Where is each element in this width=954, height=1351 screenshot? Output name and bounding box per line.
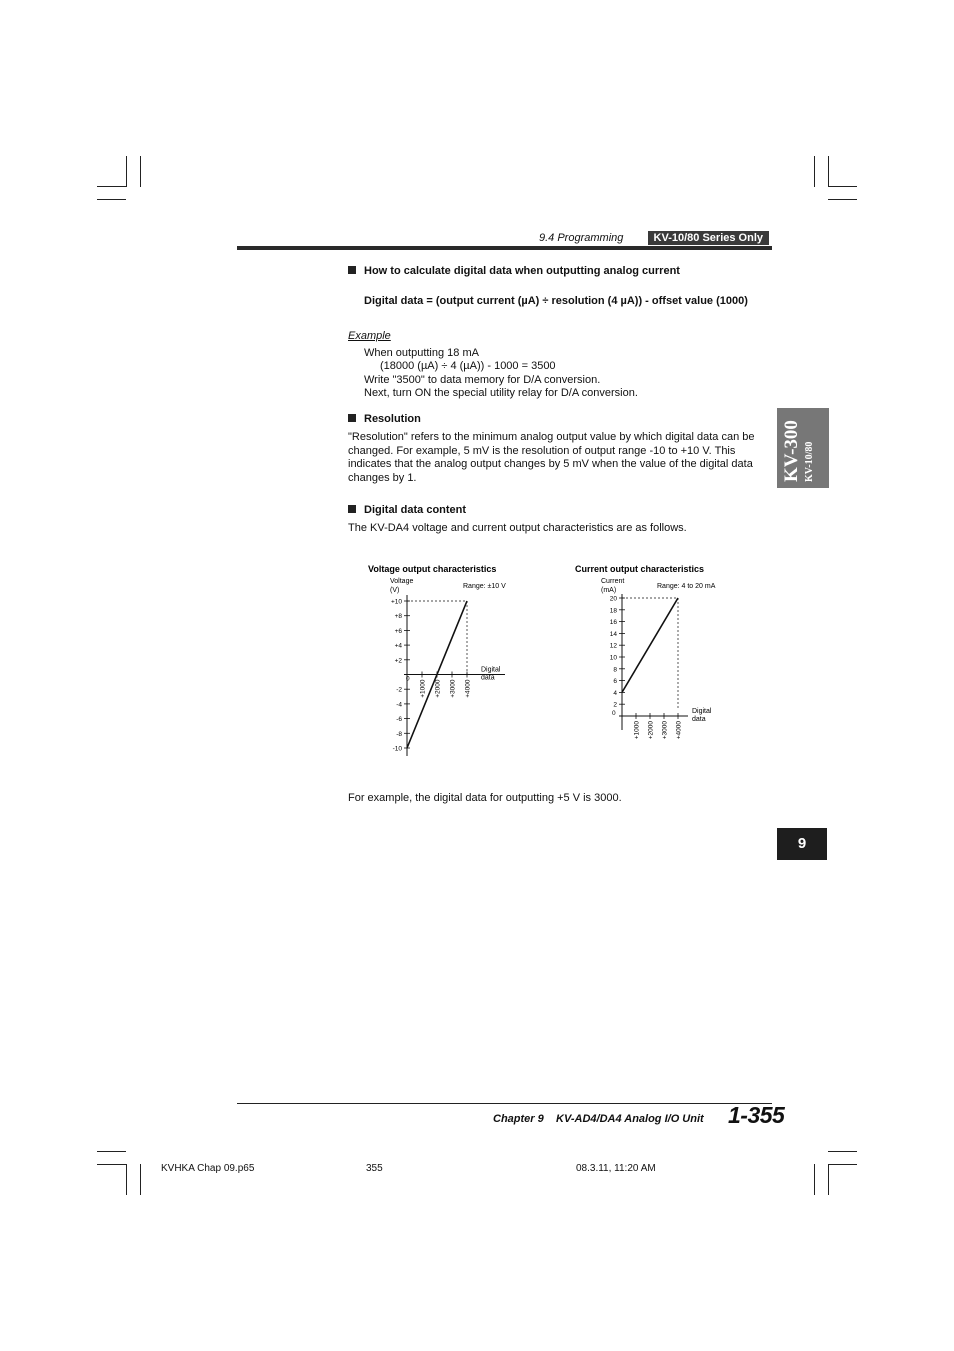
y-tick-label: +2 bbox=[394, 657, 402, 665]
y-tick-label: -6 bbox=[396, 716, 402, 724]
y-tick-label: 20 bbox=[609, 595, 617, 603]
example-label: Example bbox=[348, 330, 391, 342]
y-tick-label: 10 bbox=[609, 654, 617, 662]
x-tick-label: +1000 bbox=[419, 679, 427, 698]
footer-title: KV-AD4/DA4 Analog I/O Unit bbox=[556, 1113, 704, 1125]
resolution-line: changed. For example, 5 mV is the resolution of output range -10 to +10 V. This bbox=[348, 445, 736, 457]
resolution-heading: Resolution bbox=[348, 413, 421, 425]
y-tick-label: +8 bbox=[394, 613, 402, 621]
content-text: The KV-DA4 voltage and current output characteristics are as follows. bbox=[348, 522, 687, 534]
x-tick-label: +3000 bbox=[661, 721, 669, 740]
y-axis-label: Voltage bbox=[390, 578, 414, 585]
range-annotation: Range: 4 to 20 mA bbox=[657, 583, 716, 590]
side-tab-title: KV-300 bbox=[781, 420, 802, 482]
bullet-icon bbox=[348, 266, 356, 274]
y-tick-label: 12 bbox=[609, 642, 617, 650]
x-tick-label: +2000 bbox=[647, 721, 655, 740]
y-tick-label: 6 bbox=[613, 678, 617, 686]
formula: Digital data = (output current (µA) ÷ resolution (4 µA)) - offset value (1000) bbox=[364, 295, 748, 307]
y-tick-label: +6 bbox=[394, 627, 402, 635]
x-axis-label: Digital bbox=[692, 708, 712, 715]
resolution-line: changes by 1. bbox=[348, 472, 417, 484]
y-tick-label: 16 bbox=[609, 619, 617, 627]
series-line bbox=[622, 598, 678, 692]
side-tab-subtitle: KV-10/80 bbox=[804, 441, 815, 482]
bullet-icon bbox=[348, 414, 356, 422]
resolution-line: "Resolution" refers to the minimum analog output value by which digital data can be bbox=[348, 431, 755, 443]
y-tick-label: +4 bbox=[394, 642, 402, 650]
footer-chapter: Chapter 9 bbox=[493, 1113, 544, 1125]
origin-label: 0 bbox=[612, 710, 616, 717]
voltage-output-chart bbox=[355, 558, 545, 758]
content-heading: Digital data content bbox=[348, 504, 466, 516]
x-axis-label: data bbox=[692, 716, 706, 723]
y-tick-label: 18 bbox=[609, 607, 617, 615]
chapter-tab: 9 bbox=[777, 828, 827, 860]
calc-heading: How to calculate digital data when outputting analog current bbox=[348, 265, 680, 277]
header-rule bbox=[237, 246, 772, 250]
section-label: 9.4 Programming bbox=[539, 232, 624, 244]
y-axis-label: (mA) bbox=[601, 587, 617, 594]
y-tick-label: 2 bbox=[613, 701, 617, 709]
x-tick-label: +4000 bbox=[675, 721, 683, 740]
x-tick-label: +3000 bbox=[449, 679, 457, 698]
bullet-icon bbox=[348, 505, 356, 513]
example-line: (18000 (µA) ÷ 4 (µA)) - 1000 = 3500 bbox=[380, 360, 556, 372]
footer-rule bbox=[237, 1103, 772, 1104]
x-tick-label: +4000 bbox=[464, 679, 472, 698]
current-output-chart bbox=[565, 558, 755, 748]
y-tick-label: -10 bbox=[392, 745, 402, 753]
example-note: For example, the digital data for outputting +5 V is 3000. bbox=[348, 792, 622, 804]
origin-label: 0 bbox=[406, 675, 410, 683]
y-tick-label: 14 bbox=[609, 630, 617, 638]
chart-title: Voltage output characteristics bbox=[368, 564, 497, 574]
y-tick-label: -8 bbox=[396, 730, 402, 738]
x-axis-label: data bbox=[481, 674, 495, 682]
y-tick-label: 4 bbox=[613, 689, 617, 697]
print-page: 355 bbox=[366, 1163, 383, 1174]
y-axis-label: (V) bbox=[390, 587, 400, 594]
x-tick-label: +1000 bbox=[633, 721, 641, 740]
y-tick-label: +10 bbox=[390, 598, 402, 606]
side-tab bbox=[777, 408, 829, 488]
print-file: KVHKA Chap 09.p65 bbox=[161, 1163, 255, 1174]
y-axis-label: Current bbox=[601, 578, 625, 585]
chart-title: Current output characteristics bbox=[575, 564, 705, 574]
page-number: 1-355 bbox=[728, 1102, 785, 1128]
y-tick-label: -2 bbox=[396, 686, 402, 694]
series-badge: KV-10/80 Series Only bbox=[648, 231, 769, 245]
example-line: Write "3500" to data memory for D/A conversion. bbox=[364, 374, 601, 386]
example-line: When outputting 18 mA bbox=[364, 347, 479, 359]
x-tick-label: +2000 bbox=[434, 679, 442, 698]
y-tick-label: 8 bbox=[613, 666, 617, 674]
y-tick-label: -4 bbox=[396, 701, 402, 709]
resolution-line: indicates that the analog output changes by 5 mV when the value of the digital data bbox=[348, 458, 753, 470]
x-axis-label: Digital bbox=[481, 666, 501, 674]
print-date: 08.3.11, 11:20 AM bbox=[576, 1163, 656, 1174]
example-line: Next, turn ON the special utility relay for D/A conversion. bbox=[364, 387, 638, 399]
range-annotation: Range: ±10 V bbox=[463, 583, 506, 590]
